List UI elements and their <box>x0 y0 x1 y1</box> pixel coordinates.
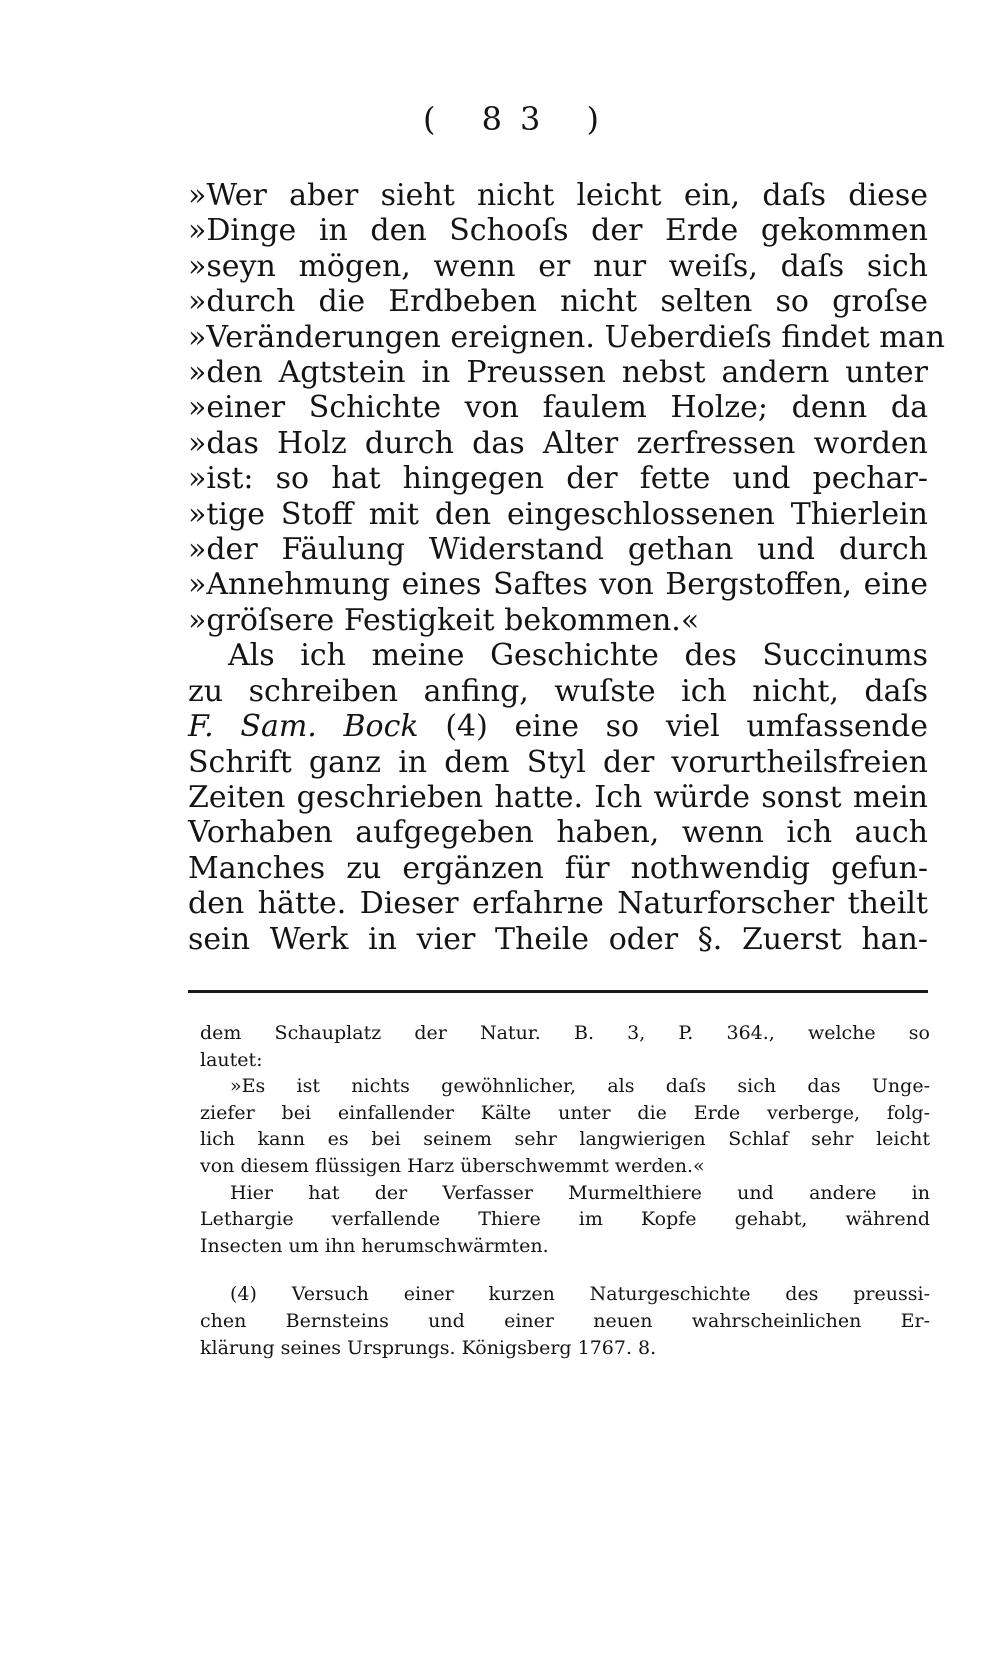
text-line: »gröſsere Festigkeit bekommen.« <box>188 602 700 638</box>
footnote-4-line: chen Bernsteins und einer neuen wahrscheinlichen Er- <box>200 1309 930 1332</box>
footnote-4-line: klärung seines Ursprungs. Königsberg 1767. 8. <box>200 1336 657 1359</box>
text-line: »einer Schichte von faulem Holze; denn da <box>188 390 928 426</box>
author-name: F. Sam. Bock <box>188 709 419 745</box>
text-line: »Veränderungen ereignen. Ueberdieſs findet man <box>188 319 945 355</box>
text-line: »Dinge in den Schooſs der Erde gekommen <box>188 213 928 249</box>
footnote-gap <box>200 1259 930 1281</box>
main-text <box>188 178 945 957</box>
text-line: »tige Stoff mit den eingeschlossenen Thierlein <box>188 496 928 532</box>
footnote-4-line: (4) Versuch einer kurzen Naturgeschichte des preussi- <box>230 1283 930 1306</box>
text-line: sein Werk in vier Theile oder §. Zuerst han- <box>188 921 928 957</box>
footnote-line: dem Schauplatz der Natur. B. 3, P. 364., welche so <box>200 1022 930 1044</box>
text-line: »der Fäulung Widerstand gethan und durch <box>188 532 928 568</box>
footnote-divider <box>188 990 928 993</box>
text-line: »das Holz durch das Alter zerfressen worden <box>188 425 928 461</box>
text-line: zu schreiben anfing, wuſste ich nicht, daſs <box>188 673 928 709</box>
footnote-quote-line: lich kann es bei seinem sehr langwierigen Schlaf sehr leicht <box>200 1128 930 1151</box>
text-line: »Annehmung eines Saftes von Bergstoffen, eine <box>188 567 928 603</box>
footnote-remark-line: Lethargie verfallende Thiere im Kopfe gehabt, während <box>200 1208 930 1231</box>
text-line: »ist: so hat hingegen der fette und pechar- <box>188 461 928 497</box>
footnotes <box>200 1020 930 1361</box>
text-line: Schrift ganz in dem Styl der vorurtheilsfreien <box>188 744 928 780</box>
footnote-quote-line: ziefer bei einfallender Kälte unter die Erde verberge, folg- <box>200 1101 930 1124</box>
footnote-line: lautet: <box>200 1048 263 1071</box>
text-line: »den Agtstein in Preussen nebst andern unter <box>188 355 928 391</box>
text-line: Vorhaben aufgegeben haben, wenn ich auch <box>188 815 928 851</box>
footnote-quote-line: von diesem flüssigen Harz überschwemmt werden.« <box>200 1154 705 1177</box>
text-line: Manches zu ergänzen für nothwendig gefun- <box>188 850 928 886</box>
text-line: Zeiten geschrieben hatte. Ich würde sonst mein <box>188 779 928 815</box>
footnote-quote-line: »Es ist nichts gewöhnlicher, als daſs sich das Unge- <box>230 1075 930 1098</box>
author-line-rest: (4) eine so viel umfassende <box>418 709 928 745</box>
footnote-remark-line: Insecten um ihn herumschwärmten. <box>200 1234 549 1257</box>
text-line: »Wer aber sieht nicht leicht ein, daſs diese <box>188 178 928 213</box>
text-line: den hätte. Dieser erfahrne Naturforscher theilt <box>188 886 928 922</box>
text-line-author <box>188 709 928 744</box>
text-line: Als ich meine Geschichte des Succinums <box>228 638 928 674</box>
text-line: »durch die Erdbeben nicht selten so groſse <box>188 284 928 320</box>
page-number: ( 83 ) <box>422 100 618 138</box>
footnote-remark-line: Hier hat der Verfasser Murmelthiere und andere in <box>230 1181 930 1204</box>
text-line: »seyn mögen, wenn er nur weiſs, daſs sich <box>188 248 928 284</box>
